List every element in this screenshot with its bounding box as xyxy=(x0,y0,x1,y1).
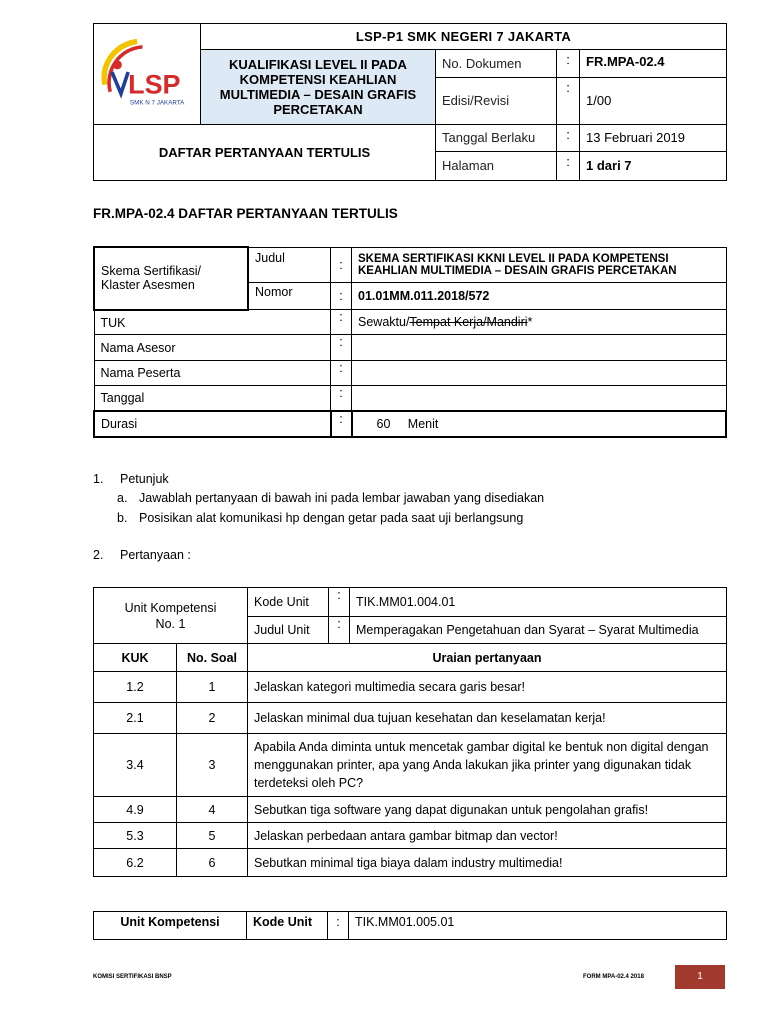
table-row xyxy=(94,823,727,849)
kuk-cell: 2.1 xyxy=(94,703,177,734)
colon: : xyxy=(328,912,349,940)
nomor-value: 01.01MM.011.2018/572 xyxy=(352,282,727,309)
colon: : xyxy=(557,50,580,78)
column-header-uraian: Uraian pertanyaan xyxy=(248,644,727,672)
meta-label-no-dokumen: No. Dokumen xyxy=(436,50,557,78)
judul-label: Judul xyxy=(248,247,331,282)
instruction-number-2: 2. xyxy=(93,548,104,562)
kuk-cell: 3.4 xyxy=(94,734,177,797)
footer-left: KOMISI SERTIFIKASI BNSP xyxy=(93,974,172,980)
table-row xyxy=(94,797,727,823)
column-header-kuk: KUK xyxy=(94,644,177,672)
question-cell: Jelaskan minimal dua tujuan kesehatan dan keselamatan kerja! xyxy=(248,703,727,734)
tuk-value xyxy=(352,310,727,335)
colon: : xyxy=(557,151,580,180)
kode-label: Kode Unit xyxy=(248,588,329,617)
section-title: FR.MPA-02.4 DAFTAR PERTANYAAN TERTULIS xyxy=(93,206,398,221)
scheme-table xyxy=(93,246,727,438)
tuk-value-struck: Tempat Kerja/Mandiri xyxy=(409,315,528,330)
scheme-label: Skema Sertifikasi/ Klaster Asesmen xyxy=(94,247,248,310)
colon: : xyxy=(331,360,352,385)
instruction-item-b: Posisikan alat komunikasi hp dengan getar pada saat uji berlangsung xyxy=(139,511,524,525)
meta-label-tanggal: Tanggal Berlaku xyxy=(436,124,557,151)
kuk-cell: 1.2 xyxy=(94,672,177,703)
tanggal-value xyxy=(352,385,727,410)
colon: : xyxy=(557,124,580,151)
judul-value: SKEMA SERTIFIKASI KKNI LEVEL II PADA KOMPETENSI KEAHLIAN MULTIMEDIA – DESAIN GRAFIS PERCETAKAN xyxy=(352,247,727,282)
nomor-label: Nomor xyxy=(248,282,331,309)
kuk-cell: 5.3 xyxy=(94,823,177,849)
logo-subtext: SMK N 7 JAKARTA xyxy=(129,99,185,107)
unit-1-table xyxy=(93,587,727,877)
unit-2-table xyxy=(93,911,727,940)
meta-value-halaman: 1 dari 7 xyxy=(580,151,727,180)
peserta-value xyxy=(352,360,727,385)
kuk-cell: 4.9 xyxy=(94,797,177,823)
durasi-value xyxy=(352,411,727,437)
table-row xyxy=(94,672,727,703)
question-cell: Jelaskan kategori multimedia secara garis besar! xyxy=(248,672,727,703)
unit2-kode-value: TIK.MM01.005.01 xyxy=(349,912,727,940)
table-row xyxy=(94,849,727,877)
no-soal-cell: 1 xyxy=(177,672,248,703)
questions-heading: Pertanyaan : xyxy=(120,548,191,562)
unit2-label: Unit Kompetensi xyxy=(94,912,247,940)
instruction-marker-a: a. xyxy=(117,491,128,505)
tuk-value-plain: Sewaktu/ xyxy=(358,315,410,330)
lsp-logo xyxy=(94,24,200,124)
unit-label xyxy=(94,588,248,644)
colon: : xyxy=(331,282,352,309)
judul-unit-label: Judul Unit xyxy=(248,617,329,644)
asesor-value xyxy=(352,335,727,360)
tuk-value-suffix: * xyxy=(527,315,533,330)
meta-label-edisi: Edisi/Revisi xyxy=(436,78,557,124)
doc-title: DAFTAR PERTANYAAN TERTULIS xyxy=(94,124,436,180)
document-header xyxy=(93,23,727,181)
colon: : xyxy=(331,247,352,282)
instructions-heading: Petunjuk xyxy=(120,472,169,486)
table-row xyxy=(94,734,727,797)
meta-value-edisi: 1/00 xyxy=(580,78,727,124)
durasi-label: Durasi xyxy=(94,411,331,437)
no-soal-cell: 6 xyxy=(177,849,248,877)
column-header-no-soal: No. Soal xyxy=(177,644,248,672)
colon: : xyxy=(329,588,350,617)
meta-value-tanggal: 13 Februari 2019 xyxy=(580,124,727,151)
instruction-number-1: 1. xyxy=(93,472,104,486)
qualification-title: KUALIFIKASI LEVEL II PADA KOMPETENSI KEAHLIAN MULTIMEDIA – DESAIN GRAFIS PERCETAKAN xyxy=(201,50,436,124)
logo-text: LSP xyxy=(128,69,181,100)
colon: : xyxy=(331,385,352,410)
tanggal-label: Tanggal xyxy=(94,385,331,410)
page-number: 1 xyxy=(675,965,725,989)
unit-label-text: Unit Kompetensi xyxy=(124,600,217,615)
no-soal-cell: 4 xyxy=(177,797,248,823)
question-cell: Sebutkan minimal tiga biaya dalam industry multimedia! xyxy=(248,849,727,877)
unit-no: No. 1 xyxy=(155,616,186,631)
table-row xyxy=(94,703,727,734)
judul-unit-value: Memperagakan Pengetahuan dan Syarat – Syarat Multimedia xyxy=(350,617,727,644)
question-cell: Jelaskan perbedaan antara gambar bitmap dan vector! xyxy=(248,823,727,849)
logo-cell xyxy=(94,24,201,125)
meta-label-halaman: Halaman xyxy=(436,151,557,180)
colon: : xyxy=(331,335,352,360)
instruction-item-a: Jawablah pertanyaan di bawah ini pada lembar jawaban yang disediakan xyxy=(139,491,545,505)
footer-right: FORM MPA-02.4 2018 xyxy=(583,974,644,980)
colon: : xyxy=(329,617,350,644)
question-cell: Sebutkan tiga software yang dapat digunakan untuk pengolahan grafis! xyxy=(248,797,727,823)
org-title: LSP-P1 SMK NEGERI 7 JAKARTA xyxy=(201,24,727,50)
meta-value-no-dokumen: FR.MPA-02.4 xyxy=(580,50,727,78)
colon: : xyxy=(557,78,580,124)
tuk-label: TUK xyxy=(94,310,331,335)
peserta-label: Nama Peserta xyxy=(94,360,331,385)
durasi-unit: Menit xyxy=(407,416,439,431)
instruction-marker-b: b. xyxy=(117,511,128,525)
durasi-number: 60 xyxy=(376,416,391,431)
no-soal-cell: 3 xyxy=(177,734,248,797)
question-cell: Apabila Anda diminta untuk mencetak gambar digital ke bentuk non digital dengan menggunakan printer, apa yang Anda lakukan jika printer yang digunakan tidak terdeteksi oleh PC? xyxy=(248,734,727,797)
colon: : xyxy=(331,411,352,437)
asesor-label: Nama Asesor xyxy=(94,335,331,360)
kuk-cell: 6.2 xyxy=(94,849,177,877)
unit2-kode-label: Kode Unit xyxy=(247,912,328,940)
kode-value: TIK.MM01.004.01 xyxy=(350,588,727,617)
colon: : xyxy=(331,310,352,335)
no-soal-cell: 5 xyxy=(177,823,248,849)
no-soal-cell: 2 xyxy=(177,703,248,734)
